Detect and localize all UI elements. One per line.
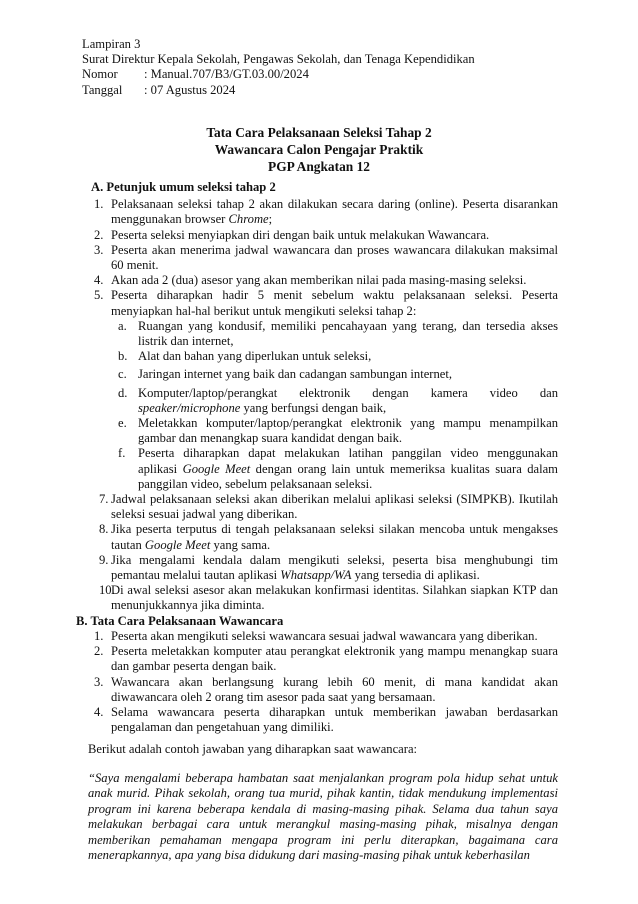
section-a-sub-item-emphasis: Google Meet xyxy=(182,461,251,476)
section-a-item-text: Peserta diharapkan hadir 5 menit sebelum waktu pelaksanaan seleksi. Peserta menyiapkan hal-hal berikut untuk mengikuti seleksi tahap 2: xyxy=(111,288,558,318)
section-b-list xyxy=(0,629,638,735)
date-line xyxy=(82,83,475,98)
section-b-item-number: 4. xyxy=(94,704,104,719)
section-a-cont-item-number: 9. xyxy=(99,552,109,567)
section-a-sub-item-text: Ruangan yang kondusif, memiliki pencahayaan yang terang, dan tersedia akses listrik dan internet, xyxy=(138,318,558,349)
section-a-item xyxy=(0,228,558,243)
section-a-sub-item-number: f. xyxy=(118,446,126,461)
section-a-item xyxy=(0,288,558,318)
section-a-sub-item-text: Alat dan bahan yang diperlukan untuk seleksi, xyxy=(138,349,372,364)
section-a-cont-item-text: Jadwal pelaksanaan seleksi akan diberikan melalui aplikasi seleksi (SIMPKB). Ikutilah seleksi sesuai jadwal yang diberikan. xyxy=(111,492,558,522)
section-b-item xyxy=(0,629,558,644)
section-b-item-number: 1. xyxy=(94,628,104,643)
section-a-cont-item-text: Di awal seleksi asesor akan melakukan konfirmasi identitas. Silahkan siapkan KTP dan menunjukkannya jika diminta. xyxy=(111,583,558,613)
title-line-2: Wawancara Calon Pengajar Praktik xyxy=(214,142,424,157)
section-a-cont-item-text-end: yang tersedia di aplikasi. xyxy=(351,568,480,583)
section-b-item xyxy=(0,705,558,735)
section-a-item-number: 1. xyxy=(94,197,104,212)
section-a-item-emphasis: Chrome xyxy=(228,212,269,227)
section-a-cont-item-text: Jika peserta terputus di tengah pelaksanaan seleksi silakan mencoba untuk mengakses tautan xyxy=(111,522,558,552)
section-b-item-text: Peserta akan mengikuti seleksi wawancara sesuai jadwal wawancara yang diberikan. xyxy=(111,628,538,643)
title-line-3: PGP Angkatan 12 xyxy=(268,159,370,174)
section-a-item-text: Akan ada 2 (dua) asesor yang akan memberikan nilai pada masing-masing seleksi. xyxy=(111,273,527,288)
section-a-sub-item xyxy=(0,446,558,492)
section-a-cont-item-text: Jika mengalami kendala dalam mengikuti seleksi, peserta bisa menghubungi tim pemantau melalui tautan aplikasi xyxy=(111,552,558,583)
number-value: : Manual.707/B3/GT.03.00/2024 xyxy=(144,67,309,82)
section-a-cont-item-number: 8. xyxy=(99,522,109,537)
section-a-item-number: 2. xyxy=(94,227,104,242)
date-label: Tanggal xyxy=(82,82,123,97)
section-a-sub-item-number: e. xyxy=(118,416,127,431)
section-b-item xyxy=(0,644,558,674)
section-a-sub-item-text-end: dengan orang lain untuk memeriksa kualitas suara dalam panggilan video, sebelum pelaksanaan seleksi. xyxy=(138,461,558,491)
number-line xyxy=(82,67,475,82)
date-value: : 07 Agustus 2024 xyxy=(144,82,236,97)
section-a-sublist xyxy=(0,319,638,492)
section-a-sub-item xyxy=(0,416,558,446)
section-a-item-text: Peserta seleksi menyiapkan diri dengan baik untuk melakukan Wawancara. xyxy=(111,227,490,242)
section-b-item-text: Selama wawancara peserta diharapkan untuk memberikan jawaban berdasarkan pengalaman dan pengetahuan yang dimiliki. xyxy=(111,704,558,735)
section-a-sub-item-text-end: yang berfungsi dengan baik, xyxy=(240,400,387,415)
section-a-item xyxy=(0,273,558,288)
section-a-sub-item-emphasis: speaker/microphone xyxy=(138,400,241,415)
letter-subject: Surat Direktur Kepala Sekolah, Pengawas Sekolah, dan Tenaga Kependidikan xyxy=(82,52,475,67)
section-a-item-text-end: ; xyxy=(268,212,273,227)
letter-header xyxy=(82,37,475,98)
section-b-heading: B. Tata Cara Pelaksanaan Wawancara xyxy=(76,613,284,628)
section-a-item-text: Pelaksanaan seleksi tahap 2 akan dilakukan secara daring (online). Peserta disarankan menggunakan browser xyxy=(111,197,558,227)
section-a-cont-item-number: 10. xyxy=(99,583,115,598)
section-a-sub-item xyxy=(0,349,558,364)
section-a-cont-item-emphasis: Google Meet xyxy=(144,537,211,552)
section-a-sub-item-text: Komputer/laptop/perangkat elektronik dengan kamera video dan xyxy=(138,385,558,400)
example-quote: “Saya mengalami beberapa hambatan saat menjalankan program pola hidup sehat untuk anak murid. Pihak sekolah, orang tua murid, pihak kantin, tidak mendukung implementasi program ini karena beberapa kendala di masing-masing pihak. Selama dua tahun saya melakukan berbagai cara untuk merangkul masing-masing pihak, misalnya dengan memberikan pemahaman mengapa program ini perlu diterapkan, bagaimana cara menerapkannya, apa yang bisa didukung dari masing-masing pihak untuk keberhasilan xyxy=(88,770,558,863)
section-a-sub-item-number: a. xyxy=(118,318,127,333)
section-a-item-number: 4. xyxy=(94,273,104,288)
document-title xyxy=(0,124,638,175)
section-b-item xyxy=(0,675,558,705)
document-body xyxy=(0,180,638,864)
section-a-cont-item xyxy=(0,522,558,552)
title-line-1: Tata Cara Pelaksanaan Seleksi Tahap 2 xyxy=(206,125,432,140)
section-a-list-continued xyxy=(0,492,638,614)
section-a-sub-item-text: Meletakkan komputer/laptop/perangkat elektronik yang mampu menampilkan gambar dan menangkap suara kandidat dengan baik. xyxy=(138,416,558,446)
section-a-item-text: Peserta akan menerima jadwal wawancara dan proses wawancara dilakukan maksimal 60 menit. xyxy=(111,242,558,273)
section-a-item xyxy=(0,243,558,273)
section-b-item-number: 2. xyxy=(94,644,104,659)
section-a-cont-item-text-end: yang sama. xyxy=(210,537,271,552)
section-a-cont-item-emphasis: Whatsapp/WA xyxy=(280,568,352,583)
section-b-item-text: Peserta meletakkan komputer atau perangkat elektronik yang mampu menangkap suara dan gambar peserta dengan baik. xyxy=(111,644,558,674)
number-label: Nomor xyxy=(82,67,118,82)
section-a-heading: A. Petunjuk umum seleksi tahap 2 xyxy=(91,180,276,194)
section-a-cont-item-number: 7. xyxy=(99,492,109,507)
section-a-sub-item-number: b. xyxy=(118,349,128,364)
section-a-sub-item xyxy=(0,367,558,382)
section-a-item xyxy=(0,197,558,227)
section-a-item-number: 3. xyxy=(94,242,104,257)
section-b-item-text: Wawancara akan berlangsung kurang lebih 60 menit, di mana kandidat akan diwawancara oleh 2 orang tim asesor pada saat yang bersamaan. xyxy=(111,674,558,704)
section-a-item-number: 5. xyxy=(94,288,104,303)
section-a-cont-item xyxy=(0,492,558,522)
section-a-sub-item-number: d. xyxy=(118,385,128,400)
section-a-sub-item xyxy=(0,386,558,416)
section-a-list xyxy=(0,197,638,319)
section-b-item-number: 3. xyxy=(94,674,104,689)
section-a-cont-item xyxy=(0,583,558,613)
example-intro: Berikut adalah contoh jawaban yang diharapkan saat wawancara: xyxy=(88,742,418,757)
section-a-sub-item xyxy=(0,319,558,349)
section-a-sub-item-number: c. xyxy=(118,367,127,382)
section-a-cont-item xyxy=(0,553,558,583)
section-a-sub-item-text: Peserta diharapkan dapat melakukan latihan panggilan video menggunakan aplikasi xyxy=(138,446,558,476)
attachment-label: Lampiran 3 xyxy=(82,37,141,51)
section-a-sub-item-text: Jaringan internet yang baik dan cadangan sambungan internet, xyxy=(138,367,453,382)
